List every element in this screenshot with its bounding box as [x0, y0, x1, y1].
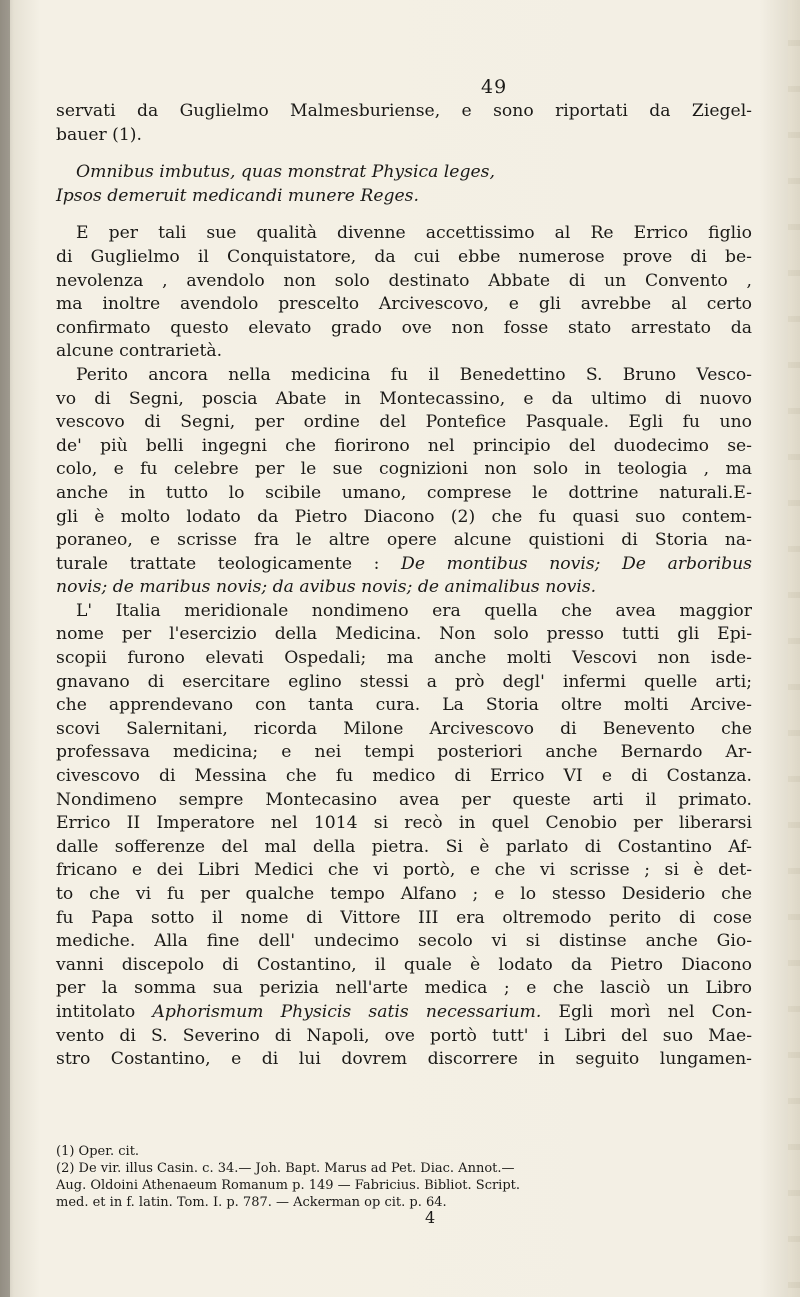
text-line: E per tali sue qualità divenne accettissimo al Re Errico figlio	[76, 223, 752, 244]
text-line: scopii furono elevati Ospedali; ma anche molti Vescovi non isde-	[56, 648, 752, 669]
text-line-mixed	[56, 553, 752, 577]
text-line: confirmato questo elevato grado ove non fosse stato arrestato da	[56, 317, 752, 338]
text-run: intitolato	[56, 1001, 153, 1022]
text-line: nevolenza , avendolo non solo destinato Abbate di un Convento ,	[56, 270, 752, 291]
text-line: fu Papa sotto il nome di Vittore III era oltremodo perito di cose	[56, 907, 752, 928]
text-line: servati da Guglielmo Malmesburiense, e sono riportati da Ziegel-	[56, 101, 752, 121]
page-gutter-shadow	[0, 0, 10, 1297]
text-line: to che vi fu per qualche tempo Alfano ; e lo stesso Desiderio che	[56, 884, 752, 904]
text-line: Perito ancora nella medicina fu il Benedettino S. Bruno Vesco-	[76, 364, 752, 385]
text-line: colo, e fu celebre per le sue cognizioni non solo in teologia , ma	[56, 459, 752, 480]
text-line: vescovo di Segni, per ordine del Pontefice Pasquale. Egli fu uno	[56, 412, 752, 433]
text-line: scovi Salernitani, ricorda Milone Arcivescovo di Benevento che	[56, 718, 752, 739]
italic-title-run: Aphorismum Physicis satis necessarium.	[152, 1001, 542, 1022]
page-number: 49	[481, 76, 508, 98]
text-line: gli è molto lodato da Pietro Diacono (2) che fu quasi suo contem-	[56, 506, 752, 527]
footnote-line: (1) Oper. cit.	[56, 1144, 140, 1159]
footnote-line: med. et in f. latin. Tom. I. p. 787. — Ackerman op cit. p. 64.	[56, 1195, 447, 1210]
text-line: dalle sofferenze del mal della pietra. Si è parlato di Costantino Af-	[56, 836, 752, 857]
text-line: nome per l'esercizio della Medicina. Non solo presso tutti gli Epi-	[56, 624, 752, 645]
footnote-line: (2) De vir. illus Casin. c. 34.— Joh. Bapt. Marus ad Pet. Diac. Annot.—	[56, 1161, 515, 1176]
text-line: vanni discepolo di Costantino, il quale è lodato da Pietro Diacono	[56, 954, 752, 975]
text-line: bauer (1).	[56, 124, 142, 145]
text-line: di Guglielmo il Conquistatore, da cui ebbe numerose prove di be-	[56, 246, 752, 267]
text-run: Egli morì nel Con-	[541, 1001, 753, 1022]
text-line: gnavano di esercitare eglino stessi a prò degl' infermi quelle arti;	[56, 671, 752, 692]
page-edge	[788, 0, 800, 1297]
text-line: stro Costantino, e di lui dovrem discorrere in seguito lungamen-	[56, 1049, 752, 1070]
text-line: per la somma sua perizia nell'arte medica ; e che lasciò un Libro	[56, 978, 752, 999]
verse-line: Ipsos demeruit medicandi munere Reges.	[56, 185, 419, 206]
text-line: Errico II Imperatore nel 1014 si recò in quel Cenobio per liberarsi	[56, 813, 752, 834]
text-line: vento di S. Severino di Napoli, ove portò tutt' i Libri del suo Mae-	[56, 1025, 752, 1046]
text-line: professava medicina; e nei tempi posteriori anche Bernardo Ar-	[56, 742, 752, 763]
text-line: L' Italia meridionale nondimeno era quella che avea maggior	[76, 600, 752, 621]
text-line: mediche. Alla fine dell' undecimo secolo vi si distinse anche Gio-	[56, 931, 752, 952]
text-line: poraneo, e scrisse fra le altre opere alcune quistioni di Storia na-	[56, 530, 752, 551]
text-line-mixed	[56, 1001, 752, 1025]
text-line: anche in tutto lo scibile umano, comprese le dottrine naturali.E-	[56, 482, 752, 503]
main-text	[56, 100, 752, 1072]
text-run: turale trattate teologicamente :	[56, 553, 402, 574]
signature-mark: 4	[425, 1208, 436, 1227]
text-line: ma inoltre avendolo prescelto Arcivescovo, e gli avrebbe al certo	[56, 294, 752, 315]
footnote-line: Aug. Oldoini Athenaeum Romanum p. 149 — Fabricius. Bibliot. Script.	[56, 1178, 521, 1193]
text-line: alcune contrarietà.	[56, 341, 223, 362]
verse-line: Omnibus imbutus, quas monstrat Physica leges,	[76, 162, 495, 183]
italic-title-run: De montibus novis; De arboribus	[401, 553, 752, 574]
text-line: che apprendevano con tanta cura. La Storia oltre molti Arcive-	[56, 695, 752, 716]
text-line: de' più belli ingegni che fiorirono nel principio del duodecimo se-	[56, 435, 752, 456]
footnotes	[56, 1143, 752, 1211]
italic-title-line: novis; de maribus novis; da avibus novis; de animalibus novis.	[56, 577, 597, 598]
text-line: Nondimeno sempre Montecasino avea per queste arti il primato.	[56, 789, 752, 810]
text-line: civescovo di Messina che fu medico di Errico VI e di Costanza.	[56, 766, 752, 787]
text-line: fricano e dei Libri Medici che vi portò, e che vi scrisse ; si è det-	[56, 860, 752, 881]
text-line: vo di Segni, poscia Abate in Montecassino, e da ultimo di nuovo	[56, 388, 752, 409]
